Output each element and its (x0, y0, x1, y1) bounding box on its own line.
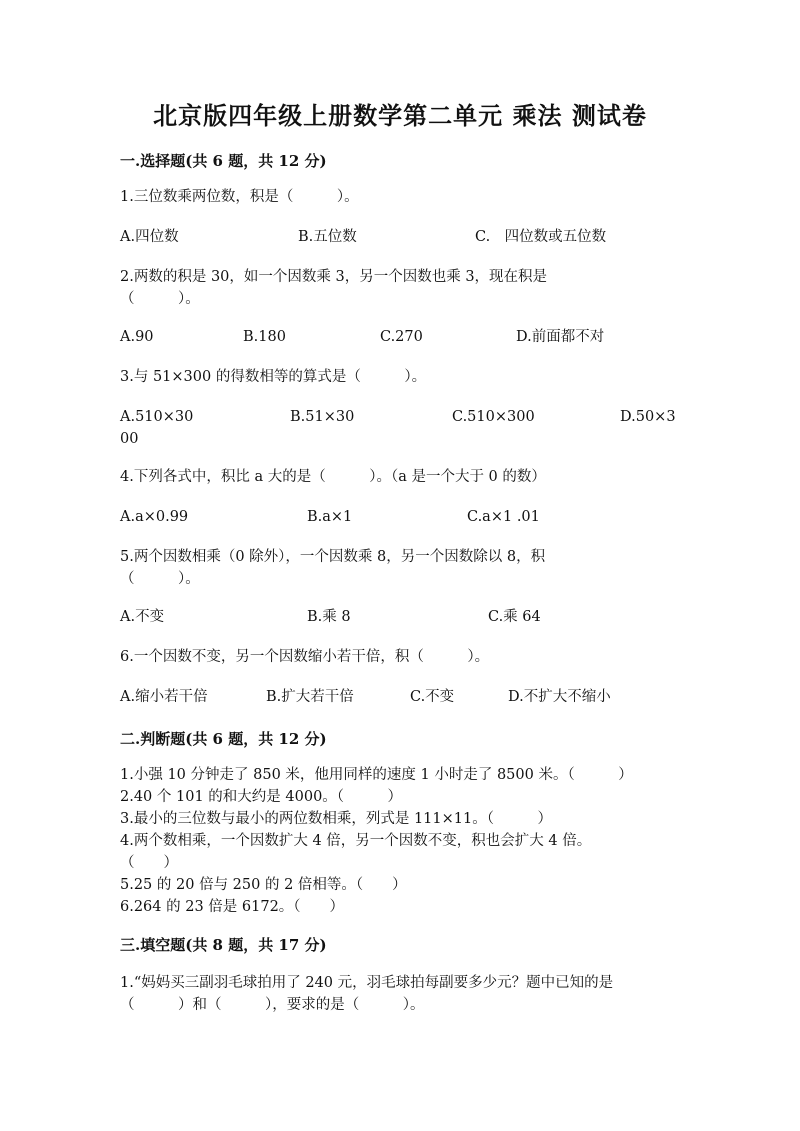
choice-3-option-d[interactable]: D.50×3 (620, 409, 676, 425)
choice-question-1: 1.三位数乘两位数，积是（ ）。 (120, 189, 359, 205)
section-heading-fill: 三.填空题(共 8 题，共 17 分) (120, 936, 327, 954)
judge-item-1: 1.小强 10 分钟走了 850 米，他用同样的速度 1 小时走了 8500 米。（ ） (120, 767, 633, 783)
judge-item-4-bracket: （ ） (120, 855, 178, 871)
page-title: 北京版四年级上册数学第二单元 乘法 测试卷 (153, 101, 647, 130)
fill-item-1-line-1: 1.“妈妈买三副羽毛球拍用了 240 元，羽毛球拍每副要多少元？题中已知的是 (120, 975, 614, 991)
choice-2-option-a[interactable]: A.90 (120, 329, 154, 345)
choice-2-option-d[interactable]: D.前面都不对 (516, 329, 605, 345)
fill-item-1-line-2: （ ）和（ ），要求的是（ ）。 (120, 997, 425, 1013)
choice-6-option-c[interactable]: C.不变 (410, 689, 455, 705)
choice-3-option-d-wrap: 00 (120, 431, 139, 447)
choice-3-option-b[interactable]: B.51×30 (290, 409, 355, 425)
choice-6-option-d[interactable]: D.不扩大不缩小 (508, 689, 611, 705)
section-heading-choice: 一.选择题(共 6 题，共 12 分) (120, 152, 327, 170)
choice-3-option-c[interactable]: C.510×300 (452, 409, 535, 425)
section-heading-judge: 二.判断题(共 6 题，共 12 分) (120, 730, 327, 748)
choice-5-option-b[interactable]: B.乘 8 (307, 609, 351, 625)
judge-item-3: 3.最小的三位数与最小的两位数相乘，列式是 111×11。（ ） (120, 811, 552, 827)
choice-question-5 (120, 546, 690, 590)
choice-2-option-c[interactable]: C.270 (380, 329, 423, 345)
judge-item-6: 6.264 的 23 倍是 6172。（ ） (120, 899, 345, 915)
choice-4-option-a[interactable]: A.a×0.99 (120, 509, 189, 525)
choice-1-option-a[interactable]: A.四位数 (120, 229, 179, 245)
choice-2-stem: 2.两数的积是 30，如一个因数乘 3，另一个因数也乘 3，现在积是 (120, 269, 548, 285)
choice-4-option-c[interactable]: C.a×1 .01 (467, 509, 540, 525)
judge-item-4: 4.两个数相乘，一个因数扩大 4 倍，另一个因数不变，积也会扩大 4 倍。 (120, 833, 592, 849)
choice-5-option-a[interactable]: A.不变 (120, 609, 165, 625)
choice-1-option-b[interactable]: B.五位数 (298, 229, 357, 245)
choice-question-2 (120, 266, 690, 310)
judge-item-2: 2.40 个 101 的和大约是 4000。（ ） (120, 789, 403, 805)
choice-2-option-b[interactable]: B.180 (243, 329, 286, 345)
choice-question-4: 4.下列各式中，积比 a 大的是（ ）。（a 是一个大于 0 的数） (120, 469, 546, 485)
choice-3-option-a[interactable]: A.510×30 (120, 409, 194, 425)
judge-item-5: 5.25 的 20 倍与 250 的 2 倍相等。（ ） (120, 877, 407, 893)
choice-6-option-a[interactable]: A.缩小若干倍 (120, 689, 208, 705)
choice-1-option-c[interactable]: C. 四位数或五位数 (475, 229, 607, 245)
choice-5-option-c[interactable]: C.乘 64 (488, 609, 541, 625)
choice-5-stem: 5.两个因数相乘（0 除外），一个因数乘 8，另一个因数除以 8，积 (120, 549, 546, 565)
choice-question-3: 3.与 51×300 的得数相等的算式是（ ）。 (120, 369, 427, 385)
choice-4-option-b[interactable]: B.a×1 (307, 509, 353, 525)
choice-question-6: 6.一个因数不变，另一个因数缩小若干倍，积（ ）。 (120, 649, 490, 665)
choice-6-option-b[interactable]: B.扩大若干倍 (266, 689, 354, 705)
choice-5-stem-continued: （ ）。 (120, 571, 200, 587)
choice-2-stem-continued: （ ）。 (120, 291, 200, 307)
